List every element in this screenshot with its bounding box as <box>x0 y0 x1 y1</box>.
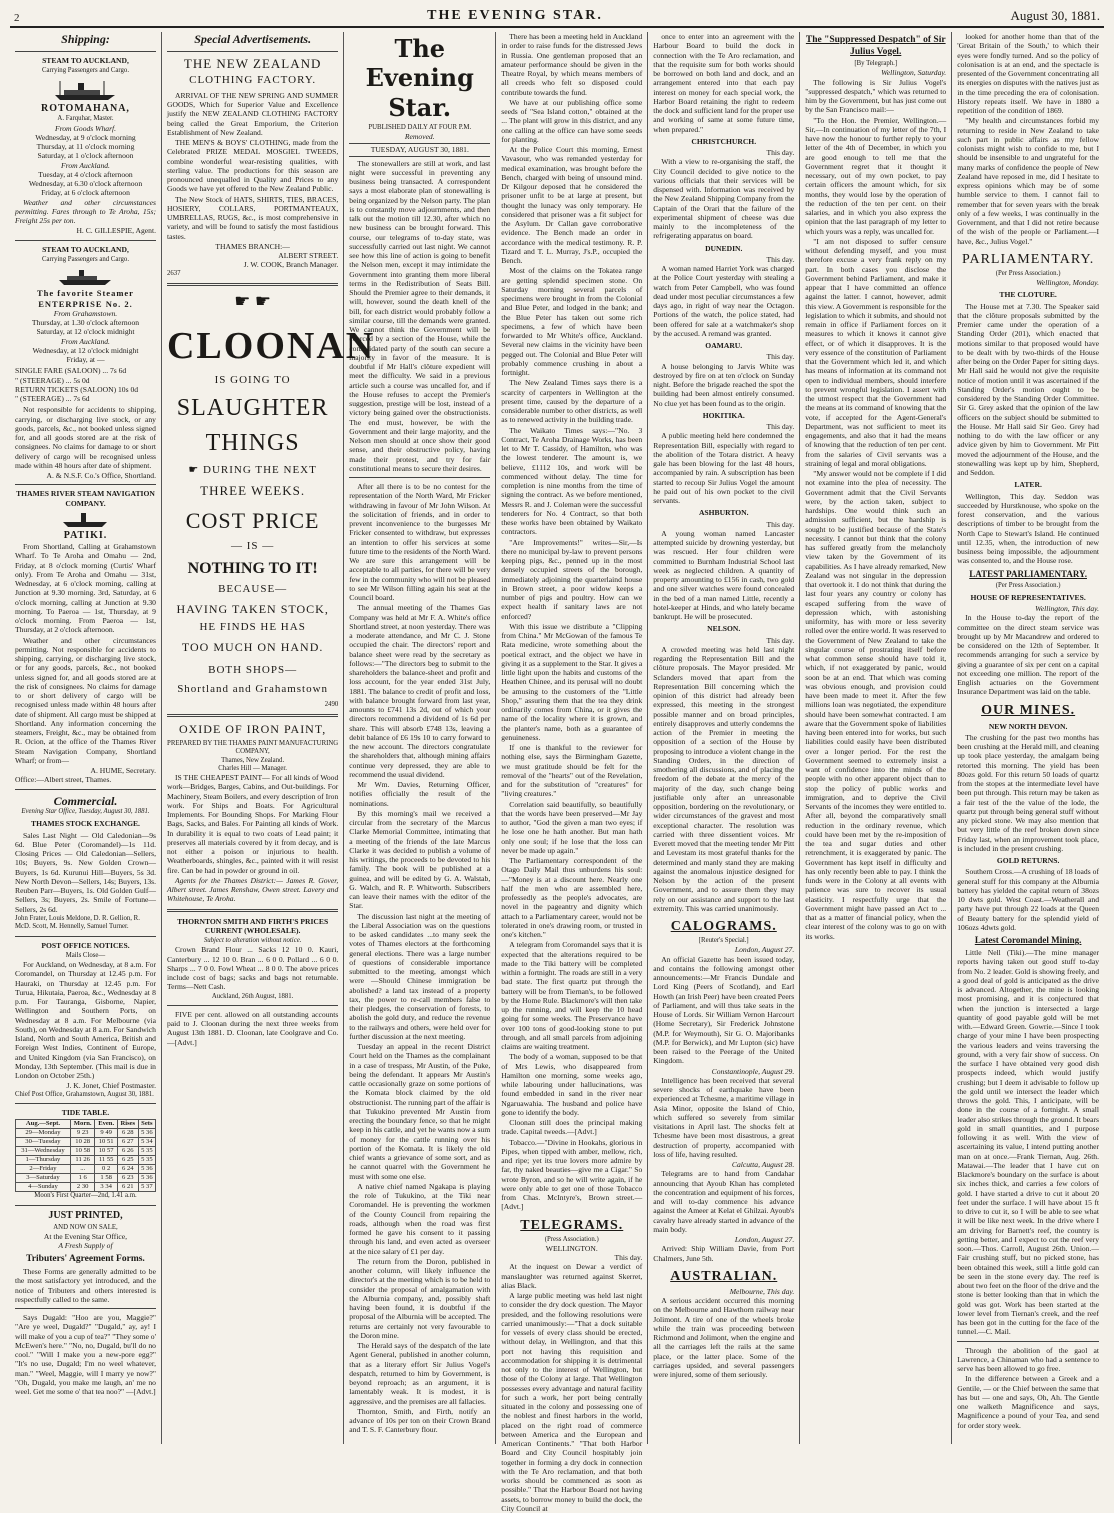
tide-column-header: Morn. <box>70 1120 95 1129</box>
pointing-hand-icon: ☛ <box>188 464 204 477</box>
cloture-heading: THE CLOTURE. <box>999 290 1057 300</box>
cloonan-during: ☛ DURING THE NEXT <box>188 464 317 477</box>
despatch-heading: The "Suppressed Despatch" of Sir Julius Vogel. <box>805 35 946 57</box>
advert-tea: In the difference between a Greek and a Gentile, — or the Chief between the same that has but — one and says, Oh, Ah. The Gentle one walketh Magnificence and says, Magnificence a pound of your Tea, and send for order story week. <box>957 1374 1100 1430</box>
news-liberal-association: The discussion last night at the meeting of the Liberal Association was on the questions to be asked candidates ...to many seek the votes of Thames electors at the forthcoming general elections. There was a large number of questions of considerable importance submitted to the meeting, amongst which were —Should Chinese immigration be abolished? a land tax instead of a property tax, the power to re-call members false to their pledges, the conservation of forests, to abolish the gold duty, and reduce the revenue to the railways and others, were held over for further discussion at the next meeting. <box>349 911 491 1041</box>
news-trespass: Tuesday an appeal in the recent District Court held on the Thames as the complainant in a case of trespass, Mr Austin, of the Puke, being the defendant. It appears Mr Austin's cattle occasionally graze on some portions of the Komata block claimed by the old obstructionist. The running part of the affair is that Tukukino prevented Mr Austin from erecting the boundary fence, so that he might keep in his cattle, and yet he wants now a sum of money for the cattle running over his portion of the Komata. It is likely the old chief wants a grievance of some sort, and as he cannot quarrel with the Government he must with some one else. <box>349 1042 491 1181</box>
post-office-date: Chief Post Office, Grahamstown, August 30, 1881. <box>15 1090 154 1098</box>
cloonan-going: IS GOING TO <box>214 374 291 387</box>
divider <box>167 1005 338 1006</box>
news-pigs: "Are Improvements!" writes—Sir,—Is there no municipal by-law to prevent persons keeping pigs, &c., penned up in the most densely occupied streets of the borough, immediately adjoining the quarterlaind house in Brown street, a poor widow keeps a number of pigs and poultry. How can we expect health if sanitary laws are not enforced? <box>501 537 643 621</box>
telegram-day: This day. <box>766 254 795 264</box>
divider <box>15 1308 156 1309</box>
news-quote: Correlation said beautifully, so beautifully that the words have been preserved—Mr Jay to author, "God the given a man two eyes; if he lose one he hath another. But man hath only one soul; if he lose that the loss can never be made up again." <box>501 799 643 855</box>
news-herald-despatch: The Herald says of the despatch of the late Agent General, published in another column, that as a literary effort Sir Julius Vogel's despatch, returned to him by Government, is beyond reproach; as an argument, it is lamentably weak. It is modest, it is aggressive, and the premises are all fallacies. <box>349 1341 491 1406</box>
parliamentary-heading: PARLIAMENTARY. <box>961 251 1095 267</box>
shipping-heading: Shipping: <box>61 32 110 46</box>
news-parliamentary-correspondent: The Parliamentary correspondent of the Otago Daily Mail thus unburdens his soul:—"Money is at a discount here. Nearly one half the men who are assembled here, professedly as the people's advocates, are novel in the pageantry and dignity which attach to a Parliamentary career, would not be tolerated in one's drawing room, or trusted in one's kitchen." <box>501 856 643 939</box>
tide-cell: 6 27 <box>117 1138 138 1147</box>
divider <box>15 936 156 937</box>
ship-master: A. Farquhar, Master. <box>57 115 114 123</box>
tide-column-header: Rises <box>117 1120 138 1129</box>
cloonan-because: BECAUSE— <box>218 583 288 596</box>
cloonan-weeks: THREE WEEKS. <box>200 482 306 498</box>
newspaper-title: The Evening Star. <box>365 34 474 122</box>
ship-times-2: Wednesday, at 12 o'clock midnight Friday, at — <box>32 345 139 365</box>
place-heading: HOKITIKA. <box>702 410 745 420</box>
ship-ad-sub: Carrying Passengers and Cargo. <box>41 66 130 74</box>
tide-cell: 11 26 <box>70 1156 95 1165</box>
news-revision: If one is thankful to the reviewer for nothing else, says the Birmingham Gazette, we must gratitude should be felt for the removal of the "hearts" out of the Revelation, and for the substitution of "creatures" for "living creatures." <box>501 743 643 799</box>
tide-cell: 6 23 <box>117 1174 138 1183</box>
calograms-sub: [Reuter's Special.] <box>698 937 749 945</box>
tide-cell: 2—Friday <box>16 1165 71 1174</box>
telegram-hokitika: A public meeting held here condemned the Representation Bill, especially with regard to the abolition of the Totara district. A heavy gale has been blowing for the last 48 hours, accompanied by rain. A subscription has been started to recoup Sir Julius Vogel the amount he paid out of his own pocket to the civil servants. <box>653 431 795 505</box>
telegram-christchurch: With a view to re-organising the staff, the City Council decided to give notice to the various officials that their services will be dispensed with. Information was received by the New Zealand Shipping Company from the Captain of the Orari that the failure of the experimental shipment of cheese was due mainly to the incompleteness of the refrigerating apparatus on board. <box>653 157 795 241</box>
despatch-letter-3: "My answer would not be complete if I did not examine into the plea of necessity. The Government admit that the Civil Servants were, by the action taken, subject to hardships. One would think such an admission sufficient, but the hardship is sought to be justified because of the State's necessity. I cannot but think that the colony has suffered greatly from the melancholy view taken by the Government of its capabilities. As I have already remarked, New Zealand was not singular in the depression that overtook it. I do not think that during the last four years any country or colony has escaped suffering from the wave of depression which, with astonishing uniformity, has with more or less severity rolled over the entire world. It was reserved to the Government of New Zealand to take the singular course of prostrating itself before what common sense should have told it, which, if not exaggerated by panic, would soon be at an end. That which was coming was obvious enough, and provision could have been made to meet it. After the few millions loan was negotiated, the expenditure should have been somewhat contracted. I am aware that the Government spoke of liabilities having been entered into for works, but such liabilities could easily have been distributed over a longer period. For the rest the Government seemed to extremely insist a want of confidence into the minds of the people with no other apparent object than to stop the policy of public works and immigration, and to deprive the Civil Servants of the incomes they were entitled to. After all, beyond the comparatively small reduction in the ordinary revenue, which could have been met by the re-imposition of the tea and sugar duties and other retrenchment, it is exaggerated by panic. The Government has kept itself in difficulty and has only recently been able to pay. I think the funds were in the Colony at all events with patience was sure to recover its usual elasticity. I respectfully urge that the Government might have passed an Act to ... that as a matter of financial policy, when the clear interest of the colony was to go on with its works. <box>805 469 947 941</box>
news-coromandel-battery: A telegram from Coromandel says that it is expected that the alterations required to be made to the Tiki battery will be completed within a fortnight. The roads are still in a very bad state. The first quartz put through the battery will be from Tiernan's, to be followed by the Home Rule. Blackmore's will then take up the running, and will keep the 10 head going for some weeks. The Preservance have over 100 tons of good-looking stone to put through, and all small parcels from adjoining claims are waiting treatment. <box>501 940 643 1051</box>
tide-cell: 6 25 <box>117 1156 138 1165</box>
news-police-court: At the Police Court this morning, Ernest Vavasour, who was remanded yesterday for medical examination, was brought before the Bench, charged with being of unsound mind. Dr Kilgour deposed that he considered the prisoner unfit to be at large at present, but thought the lunacy was only temporary. He considered that prisoner was a fit subject for the Asylum. Dr Callan gave corroborative evidence. The Bench made an order in accordance with the medical testimony. R. P. Tizard and T. L. Murray, J's.P., occupied the Bench. <box>501 145 643 265</box>
parliamentary-place: Wellington, Monday. <box>1036 278 1100 288</box>
divider <box>15 51 156 52</box>
gold-returns-report: Southern Cross.—A crushing of 18 loads of general stuff for this company at the Alburnia battery has yielded the capital return of 38ozs 10 dwts gold. West Coast.—Weatherall and party have put through 22 loads at the Queen of Beauty battery for the splendid yield of 106ozs 4dwts gold. <box>957 867 1100 932</box>
despatch-intro: The following is Sir Julius Vogel's "suppressed despatch," which was returned to him by the Government, but has just come out by the San Francisco mail:— <box>805 77 947 115</box>
masthead-date: August 30, 1881. <box>1010 8 1100 23</box>
news-cotton-seeds: We have at our publishing office some seeds of "Sea Island cotton," obtained at the ... The plant will grow in this district, and any one calling at the office can have some seeds for planting. <box>501 97 643 144</box>
place-heading: DUNEDIN. <box>705 243 743 253</box>
calogram-place: Calcutta, August 28. <box>731 1160 795 1170</box>
calogram-ship-arrival: Arrived: Ship William Davie, from Port Chalmers, June 5th. <box>653 1244 795 1263</box>
column-editorial <box>344 32 496 1444</box>
divider <box>15 1103 156 1104</box>
tide-column-header: Aug.—Sept. <box>16 1120 71 1129</box>
telegrams-heading: TELEGRAMS. <box>520 1217 624 1233</box>
cloonan-nothing: NOTHING TO IT! <box>187 559 318 577</box>
nz-clothing-body-3: The New Stock of HATS, SHIRTS, TIES, BRACES, HOSIERY, COLLARS, PORTMANTEAUX, UMBRELLAS, RUGS, &c., is most comprehensive in variety, and will be found to satisfy the most fastidious tastes. <box>166 194 339 241</box>
telegram-dry-dock-cont: once to enter into an agreement with the Harbour Board to build the dock in connection with the Te Aro reclamation, and that the requisite sum for both works should be borrowed on both land and dock, and an arrangement entered into that each pay interest on money for each special work, the Harbor Board retaining the right to redeem the dock and sufficient land for the proper use and working of same at some future time, when prepared." <box>653 32 795 134</box>
ship-times: Thursday, at 1.30 o'clock afternoon Saturday, at 12 o'clock midnight <box>31 318 140 337</box>
cloonan-having: HAVING TAKEN STOCK, <box>176 601 329 616</box>
place-heading: CHRISTCHURCH. <box>691 136 757 146</box>
telegram-day: This day. <box>766 422 795 431</box>
tide-cell: 3 34 <box>95 1183 117 1192</box>
tide-column-header: Sets <box>138 1120 155 1129</box>
telegram-inquest: At the inquest on Dewar a verdict of manslaughter was returned against Skerret, alias Black. <box>501 1262 643 1290</box>
stock-exchange-heading: THAMES STOCK EXCHANGE. <box>31 819 140 829</box>
column-advertisements <box>162 32 376 1444</box>
cloonan-things: THINGS <box>205 429 300 456</box>
five-percent-notice: FIVE per cent. allowed on all outstanding accounts paid to J. Cloonan during the next three weeks from August 13th 1881. D. Cloonan, late Coolgrave and Co. —[Advt.] <box>166 1009 339 1047</box>
just-printed-heading: JUST PRINTED, <box>48 1209 123 1221</box>
ship-ad-heading: STEAM TO AUCKLAND, <box>42 244 129 254</box>
tide-row <box>16 1156 156 1165</box>
ship-agent: H. C. GILLESPIE, Agent. <box>76 226 156 236</box>
telegram-day: This day. <box>614 1253 643 1263</box>
just-printed-sub: AND NOW ON SALE, <box>53 1223 118 1231</box>
ship-times-2: Tuesday, at 4 o'clock afternoon Wednesday, at 6.30 o'clock afternoon Friday, at 6 o'clock afternoon <box>28 169 143 198</box>
masthead-title: THE EVENING STAR. <box>427 8 603 23</box>
tide-table <box>15 1119 156 1192</box>
telegram-day: This day. <box>766 519 795 529</box>
steamship-icon <box>55 266 115 286</box>
postmaster: J. K. Jonet, Chief Postmaster. <box>66 1081 156 1091</box>
nz-clothing-subtitle: CLOTHING FACTORY. <box>189 74 317 87</box>
news-china-clipping: With this issue we distribute a "Clipping from China." Mr McGowan of the famous Te Rata medicine, wrote something about the poetical extract, and the object we have in giving it as a supplement to the Star. It gives a little light upon the habits and customs of the Heathen Chinee, and its perusal will no doubt be amusing to the customers of the "Little Shop," assuring them that the tea they drink ordinarily comes from China, or it gives the name of the locality where it is grown, and the planter's name, both as a guarantee of genuineness. <box>501 621 643 742</box>
ship-office: Office:—Albert street, Thames. <box>15 775 112 785</box>
ship-ad-heading: THAMES RIVER STEAM NAVIGATION COMPANY. <box>16 489 155 508</box>
ship-times: Wednesday, at 9 o'clock morning Thursday, at 11 o'clock morning Saturday, at 1 o'clock afternoon <box>35 132 136 161</box>
house-heading: HOUSE OF REPRESENTATIVES. <box>970 592 1086 602</box>
masthead <box>10 6 1104 28</box>
dugald-advert: Says Dugald: "Hoo are you, Maggie?" "Are ye weel, Dugald?" "Dugald," ay, ay! I will make of you a cup of tea?" "They some o' McEwen's here." "No, no, Dugald, bu'll do no cool." "Will I make you a new-pore egg?" "It's no use, Dugald; I'm no weel whatever, man." "Weel, Maggie, will I marry ye now?" "Oh, Dugald, you make me laugh, an' me no weel. Get me some o' that tea noo?" —[Advt.] <box>15 1313 156 1397</box>
ship-note: Weather and other circumstances permitting. Fares through to Te Aroha, 15s; Freight 25s per ton. <box>15 197 156 226</box>
ship-ad-heading: STEAM TO AUCKLAND, <box>42 55 129 65</box>
tide-cell: ... <box>70 1165 95 1174</box>
thames-branch: THAMES BRANCH:— <box>215 241 290 251</box>
tide-cell: 4—Sunday <box>16 1183 71 1192</box>
commercial-heading: Commercial. <box>53 793 118 808</box>
news-jews-russia: There has been a meeting held in Auckland in order to raise funds for the distressed Jews in Russia. One gentleman proposed that an amateur performance should be given in the Theatre Royal, by which means members of all creeds who felt so disposed could contribute towards the fund. <box>501 32 643 97</box>
calogram-place: London, August 27. <box>734 1235 795 1245</box>
telegram-place: WELLINGTON. <box>545 1243 598 1253</box>
news-drainage: The Waikato Times says:—"No. 3 Contract, Te Aroha Drainage Works, has been let to Mr T. Cassidy, of Hamilton, who was the lowest tenderer. The amount is, we believe, £1112 10s, and work will be commenced without delay. The time for completion is nine months from the time of signing the contract. As we before mentioned, Messrs R. and J. Coleman were the successful tenderers for No. 4 Contract, so that both these works have been obtained by Waikato contractors. <box>501 425 643 537</box>
ship-name: The favorite Steamer ENTERPRISE No. 2. <box>37 288 134 309</box>
column-telegrams <box>648 32 800 1444</box>
telegram-day: This day. <box>766 635 795 645</box>
page-number: 2 <box>14 12 20 24</box>
tide-cell: 5 36 <box>138 1129 155 1138</box>
tide-cell: 1 6 <box>70 1174 95 1183</box>
oxide-paint-agents: Agents for the Thames District:— James R. Gover, Albert street. James Renshaw, Owen street. Lavery and Whitehouse, Te Aroha. <box>166 875 339 904</box>
ship-agent: A. & N.S.F. Co.'s Office, Shortland. <box>46 471 156 481</box>
north-devon-heading: NEW NORTH DEVON. <box>988 721 1068 731</box>
divider <box>15 484 156 485</box>
tide-cell: 5 35 <box>138 1147 155 1156</box>
news-tokatea: Most of the claims on the Tokatea range are getting splendid specimen stone. On Saturday morning several parcels of specimens were brought in from the Colonial and Blue Peter, and lodged in the bank; and the Blue Peter has taken out some rich specimens, a few of which have been forwarded to Mr White's office, Auckland. Several new claims in the vicinity have been pegged out. The Colonial and Blue Peter will probably commence crushing in about a fortnight. <box>501 266 643 377</box>
australian-railway-accident: A serious accident occurred this morning on the Melbourne and Hawthorn railway near Jolimont. A tire of one of the wheels broke while the train was proceeding between Richmond and Jolimont, when the engine and all the carriages left the rails at the same place, or the latter place. Some of the carriages upsided, and several passengers were injured, some of them seriously. <box>653 1296 795 1380</box>
published-daily: PUBLISHED DAILY AT FOUR P.M. <box>368 123 472 131</box>
news-doron: The return from the Doron, published in another column, will likely influence the director's at the meeting which is to be held to consider the proposal of amalgamation with the Alburnia company, and, possibly shaft having been found, it is doubtful if the proposal of the Alburnia will be accepted. The returns are certainly not very favourable to the Doron mine. <box>349 1256 491 1340</box>
tide-cell: 0 2 <box>95 1165 117 1174</box>
ad-number: 2490 <box>324 701 339 709</box>
divider <box>15 240 156 241</box>
tide-cell: 9 49 <box>95 1129 117 1138</box>
divider <box>349 477 490 478</box>
tide-column-header: Even. <box>95 1120 117 1129</box>
tide-cell: 6 21 <box>117 1183 138 1192</box>
place-heading: OAMARU. <box>705 341 743 350</box>
cloonan-finds: HE FINDS HE HAS <box>199 621 306 634</box>
calogram-peers: An official Gazette has been issued today, and contains the following amongst other announcements:—Mr Francis Dundale and Lord King (Peers of Scotland), and Earl Howth (an Irish Peer) have been created Peers of Parliament, and will thus take seats in the House of Lords. Sir William Vernon Harcourt (Home Secretary), Sir Frederick Johnstone (M.P. for Weymouth), Sir G. O. Majoribanks (M.P. for Berwick), and Mr Lupton (sic) have been raised to the Peerage of the United Kingdom. <box>653 954 795 1066</box>
branch-address: ALBERT STREET. <box>278 251 339 261</box>
post-office-heading: POST OFFICE NOTICES. <box>41 940 130 950</box>
news-body-found: The body of a woman, supposed to be that of Mrs Lewis, who disappeared from Hamilton one morning, some weeks ago, while labouring under hallucinations, was found embedded in sand in the river near Ngaruawahia. The husband and police have gone to identify the body. <box>501 1052 643 1117</box>
tide-row <box>16 1165 156 1174</box>
despatch-sub: [By Telegraph.] <box>854 60 898 68</box>
divider <box>167 714 338 717</box>
prices-current-body: Crown Brand Flour ... Sacks 12 10 0. Kauri, Canterbury ... 12 10 0. Bran ... 6 0 0. Pollard ... 6 0 0. Sharps ... 7 0 0. Fowl Wheat ... 8 0 0. The above prices include cost of bags; sacks and bags not returnable. Terms—Nett Cash. <box>166 945 339 992</box>
tide-cell: 6 24 <box>117 1165 138 1174</box>
cloonan-is: — IS — <box>230 540 275 553</box>
despatch-letter-1: "To the Hon. the Premier, Wellington.—Sir,—In continuation of my letter of the 7th, I have now the honour to further reply to your letter of the 4th of December, in which you are good enough to tell me that the Government regret that it thought it necessary, out of my own pocket, to pay certain officers the amount which, for six months, they would lose by the operation of the reduction of the ten per cent. on their salaries, and in which you also express the opinion that the last paragraph of my letter to which yours was a reply, was uncalled for. <box>805 115 947 236</box>
prices-current-date: Auckland, 26th August, 1881. <box>211 992 294 1000</box>
cloonan-title: CLOONAN <box>166 324 376 367</box>
steamship-icon <box>60 510 110 528</box>
pointing-hand-icon: ☛ ☛ <box>234 290 272 311</box>
stock-exchange-prices: Sales Last Night — Old Caledonian—9s 6d. Blue Peter (Coromandel)—1s 11d. Closing Prices — Old Caledonian—Sellers, 10s; Buyers, 9s. New Golden Crown—Buyers, 1s 6d. Kurunui Hill—Buyers, 5s 3d. New North Devon—Sellers, 14s; Buyers, 13s. Reuben Parr—Buyers, 1s. Old Golden Gulf—Sellers, 3s; Buyers, 2s. Smile of Fortune—Sellers, 2s 6d. <box>15 830 156 914</box>
divider <box>15 1205 156 1206</box>
tide-cell: 30—Tuesday <box>16 1138 71 1147</box>
north-devon-report: The crushing for the past two months has been crushing at the Herald mill, and cleaning up took place yesterday, the amalgam being retorted this morning. The yield has been 80ozs gold. For this return 50 loads of quartz from the stopes at the intermediate level have been put through. This return may be taken as a fair test of the the value of the lode, the quartz put through being general stuff without any picked stone. We may also mention that but very little of the reef broken down since Friday last, when an improvement took place, is included in the present crushing. <box>957 732 1100 853</box>
calogram-candahar: Telegrams are to hand from Candahar announcing that Ayoub Khan has completed the concentration and equipment of his forces, and will to-day commence his advance against the Ameer at Kelat el Ghilzai. Ayoub's cavalry have already started in advance of the main body. <box>653 1169 795 1234</box>
tide-cell: 5 36 <box>138 1174 155 1183</box>
tide-row <box>16 1138 156 1147</box>
news-lawrence-gaol: Through the abolition of the gaol at Lawrence, a Chinaman who had a sentence to serve has been allowed to go free. <box>957 1345 1100 1374</box>
news-north-ward: After all there is to be no contest for the representation of the North Ward, Mr Fricker withdrawing in favour of Mr John Wilson. At the solicitation of friends, and in order to prevent inconvenience to the burgesses Mr Fricker consented to withdraw, but expresses an intention to offer his services at some future time to the residents of the North Ward. We are sure this arrangement will be acceptable to all parties, for there will be very few in the community who will not be pleased to see Mr Wilson filling again his seat at the Council board. <box>349 482 491 603</box>
despatch-letter-4: looked for another home than that of the 'Great Britain of the South,' to which their eyes were fondly turned. And so the policy of colonisation is at an end, and the spectacle is presented of the Government concentrating all its energies on disputes with the natives just as in the time preceding the era of colonisation. History repeats itself. We have in 1880 a repetition of the condition of 1869. <box>957 32 1100 115</box>
despatch-letter-2: "I am not disposed to suffer censure without defending myself, and you must therefore excuse a very frank reply on my part. In both cases you disclose the Government behind Parliament, and make it appear that I have committed an offence against the latter. I cannot, however, admit this view. A Government is responsible for the legislation to which it submits, and should not remain in office if Parliament forces on it measures to which it knows it cannot give effect, or of which it disapproves. It is the very essence of the constitution of Parliament that the Government which led it, and which has means of information at its command not open to individual members, should interfere to prevent wrongful legislation. I assert with the utmost respect that the Government had the means at its command of knowing that the vote, if accepted for the Agent-General's Department, was not sufficient to meet its engagements, and also that it had the means of knowing that the reduction of ten per cent. from the salaries of Civil servants was a straining of legal and moral obligations. <box>805 236 947 468</box>
calogram-earthquake: Intelligence has been received that several severe shocks of earthquake have been experienced at Tchesme, a maritime village in Asia Minor, opposite the Island of Chio, which suffered so severely from similar visitations in April last. The shocks felt at Tchesme have been most disastrous, a great destruction of property, accompanied with loss of life, having resulted. <box>653 1075 795 1159</box>
tide-cell: 2 30 <box>70 1183 95 1192</box>
nz-clothing-title: THE NEW ZEALAND <box>183 55 322 71</box>
cloonan-cost-price: COST PRICE <box>185 508 320 534</box>
telegrams-sub: (Press Association.) <box>544 1235 599 1243</box>
tide-row <box>16 1174 156 1183</box>
tide-cell: 10 51 <box>95 1138 117 1147</box>
cloonan-slaughter: SLAUGHTER <box>176 394 329 421</box>
divider <box>167 283 338 286</box>
post-office-sub: Mails Close— <box>65 951 106 959</box>
news-ngakapa: A native chief named Ngakapa is playing the role of Tukukino, at the Tiki near Coromandel. He is preventing the workmen of the County Council from repairing the roads, although when the road was first formed he gave his consent to it passing through his land, and even acted as overseer at the nice salary of £1 per day. <box>349 1181 491 1256</box>
ship-name: PATIKI. <box>63 529 108 541</box>
later-heading: LATER. <box>1014 480 1042 490</box>
tide-cell: 5 36 <box>138 1165 155 1174</box>
telegram-day: This day. <box>766 148 795 157</box>
australian-heading: AUSTRALIAN. <box>670 1268 778 1284</box>
ship-fares: SINGLE FARE (SALOON) ... 7s 6d " (STEERAGE) ... 5s 0d RETURN TICKETS (SALOON) 10s 0d " (STEERAGE) ... 7s 6d <box>15 366 139 404</box>
tide-cell: 3—Saturday <box>16 1174 71 1183</box>
column-vogel-despatch <box>800 32 952 1444</box>
place-heading: ASHBURTON. <box>698 508 749 518</box>
telegram-oamaru: A house belonging to Jarvis White was destroyed by fire on at ten o'clock on Sunday night. Before the brigade reached the spot the building had been almost entirely consumed. No clue yet has been found as to the origin. <box>653 361 795 408</box>
column-parliament-mines <box>952 32 1104 1444</box>
tide-cell: 5 37 <box>138 1183 155 1192</box>
calogram-place: London, August 27. <box>734 945 795 955</box>
ship-ad-sub: Carrying Passengers and Cargo. <box>41 255 130 263</box>
editorial-stonewallers: The stonewallers are still at work, and last night were successful in preventing any business being transacted. A correspondent says a most elaborate plan of stonewalling is being organized by the Nelson party. The plan is to constantly move adjournments, and then talk out the motion till 12.30, after which no new business can be brought forward. This course, our telegrams of to-day state, was successfully carried out last night. We cannot see how this line of action is going to benefit the Nelson men, except it may intimidate the Government into granting them more liberal terms in the Redistribution of Seats Bill. Should the Premier agree to their demands, it will, however, sound the death knell of the bill, for each district would probably follow a similar course, till the demands were granted. We cannot think the Government will be coerced by a section of the House, while the consolidated party of the south can secure a majority in favor of the measure. It is doubtful if Mr Hall's clôture expedient will meet the difficulty. We said in a previous article such a course was uncalled for, and if the House refuses to accept the Premier's suggestion, prestige will be lost, instead of a victory being gained over the obstructionists. The end must, however, be with the Government and their large majority, and the Nelson men should at once show their good sense, and their obstructive policy, having made their protest, and try for fair constitutional means to secure their desires. <box>349 158 491 473</box>
divider <box>957 1341 1099 1342</box>
latest-parliamentary-heading: LATEST PARLIAMENTARY. <box>969 568 1087 579</box>
tide-cell: 31—Wednesday <box>16 1147 71 1156</box>
tide-row <box>16 1129 156 1138</box>
news-returning-officer: Mr Wm. Davies, Returning Officer, notifies officially the result of the nominations. <box>349 780 491 808</box>
nz-clothing-body: ARRIVAL OF THE NEW SPRING AND SUMMER GOODS, Which for Superior Value and Excellence justify the NEW ZEALAND CLOTHING FACTORY being called the Great Emporium, the Criterion Establishment of New Zealand. <box>166 90 339 137</box>
branch-manager: J. W. COOK, Branch Manager. <box>243 260 339 270</box>
moon-phase: Moon's First Quarter—2nd, 1.41 a.m. <box>34 1192 137 1200</box>
house-report: In the House to-day the report of the committee on the direct steam service was brought up by Mr Macandrew and ordered to be considered on the 12th of September. It recommends arranging for such a service by giving a guarantee of six per cent on a capital not exceeding one million. The report of the English actuaries on the Government Insurance Department was laid on the table. <box>957 613 1100 697</box>
cloonan-much: TOO MUCH ON HAND. <box>181 639 324 654</box>
special-ads-heading: Special Advertisements. <box>194 32 312 46</box>
newspaper-columns <box>10 32 1104 1513</box>
cloonan-shops: Shortland and Grahamstown <box>177 682 329 695</box>
oxide-paint-manager: Charles Hill — Manager. <box>218 764 287 772</box>
divider <box>167 51 338 52</box>
gold-returns-heading: GOLD RETURNS. <box>996 856 1060 866</box>
tide-cell: 6 26 <box>117 1147 138 1156</box>
tide-cell: 29—Monday <box>16 1129 71 1138</box>
despatch-letter-5: "My health and circumstances forbid my returning to reside in New Zealand to take such part in public affairs as my fellow colonists might wish to confide to me, but I should be insensible to and ungrateful for the many marks of confidence the people of New Zealand have reposed in me, did I hesitate to express opinions which may be of some humble service to them. I cannot fail to remember that for seven years with the break only of a few weeks, I was continually in the Government, and that I did not retire because of the wish of the people or Parliament.—I have, &c., Julius Vogel." <box>957 116 1100 246</box>
ship-from: From Goods Wharf. <box>54 123 117 133</box>
divider <box>15 789 156 790</box>
prices-current-title: THORNTON SMITH AND FIRTH'S PRICES CURRENT (WHOLESALE). <box>177 916 329 935</box>
news-marcus-clarke: By this morning's mail we received a circular from the secretary of the Marcus Clarke Memorial Committee, intimating that a meeting of the friends of the late Marcus Clarke it was decided to publish a volume of his writings, the proceeds to be devoted to his family. The book will be published at a guinea, and will be edited by G. A. Walstab, G. Walch, and R. P. Whitworth. Subscribers can leave their names with the editor of the Star. <box>349 808 491 911</box>
ship-from-2: From Auckland. <box>61 160 110 170</box>
oxide-paint-place: Thames, New Zealand. <box>221 756 285 764</box>
tributers-forms-body: These Forms are generally admitted to be the most satisfactory yet introduced, and the notice of Tributers and others interested is respectfully called to the same. <box>15 1267 156 1304</box>
ship-from: From Grahamstown. <box>53 308 118 318</box>
just-printed-at: At the Evening Star Office, <box>43 1232 128 1242</box>
ad-number: 2637 <box>166 269 181 277</box>
cloture-report: The House met at 7.30. The Speaker said that the clôture proposals submitted by the Premier came under the operation of a Standing Order (201), which enacted that motions similar to that proposed would have to be dealt with by two-thirds of the House after being on the Order Paper for sitting days. Mr Hall said he would not give the requisite notice of motion until it was ascertained if the Standing Order's motion ought to be considered by the Standing Order Committee. Sir G. Grey asked that the opinion of the law officers on the subject should be submitted to the House. Mr Hall said Sir Geo. Grey had nothing to do with the law officer or any advice given by him to Government. Mr Pitt moved the adjournment of the House, and the stonewalling was kept up by him, Shepherd, and Seddon. <box>957 301 1100 478</box>
tide-cell: 5 35 <box>138 1156 155 1165</box>
tide-row <box>16 1183 156 1192</box>
house-place: Wellington, This day. <box>1035 604 1100 614</box>
tide-cell: 11 55 <box>95 1156 117 1165</box>
divider <box>167 909 338 912</box>
oxide-paint-sub: PREPARED BY THE THAMES PAINT MANUFACTURING COMPANY, <box>167 739 339 756</box>
stock-brokers: John Frater, Louis Meldone, D. R. Gellion, R. McD. Scott, M. Hennelly, Samuel Turner. <box>15 914 140 931</box>
post-office-mails: For Auckland, on Wednesday, at 8 a.m. For Coromandel, on Thursday at 12.45 p.m. For Hauraki, on Thursday at 12.45 p.m. For Turua, Hikutaia, Paeroa, &c., Wednesday at 8 p.m. For Tauranga, Gisborne, Napier, Wellington and Southern Ports, on Wednesday at 8 a.m. For Melbourne (via South), on Wednesday at 8 a.m. For Sandwich Island, North and South America, British and Foreign West Indies, Continent of Europe, and United Kingdom (via San Francisco), on Monday, 13th September. (This mail is due in London on October 25th.) <box>15 960 156 1081</box>
coromandel-mining-heading: Latest Coromandel Mining. <box>974 935 1082 946</box>
ship-note: Weather and other circumstances permitting. Not responsible for accidents to shipping, carrying, or discharging live stock, or for any goods, parcels, &c., not booked unless signed for, and all goods stored are at the risk of consignees. No claims for damage to or short delivery of cargo will be recognised unless made within 48 hours after date of shipment. All cargo must be shipped at Shortland. Any information concerning the steamers, Freight, &c., may be obtained from R. Ocion, at the office of the Thames River Steam Navigation Company, Shortland Wharf; or from— <box>15 635 156 765</box>
telegram-day: This day. <box>766 352 795 362</box>
tributers-forms-title: Tributers' Agreement Forms. <box>26 1253 145 1264</box>
oxide-paint-body: IS THE CHEAPEST PAINT— For all kinds of Wood work—Bridges, Barges, Cabins, and Out-buildings. For Machinery, Steam Boilers, and every description of Iron work. For Ships and Boats. For Agricultural Implements. For Bounding Shops. For Marking Flour Bags, Sacks, and Bales. For Painting all kinds of Work. In durability it is equal to two coats of Lead paint; it preserves all materials covered by it from decay, and is not either a poison or injurious to health. Weatherboards, shingles, &c., painted with it will resist fire. Can be had in powder or ground in oil. <box>166 773 339 875</box>
telegram-nelson: A crowded meeting was held last night regarding the Representation Bill and the clôture proposals. The Mayor presided. Mr Sclanders moved that apart from the Representation Bill concerning which the opinion of this district had already been expressed, this meeting in the strongest possible manner and on broad principles, entirely disapproves and utterly condemns the action of the Premier in meeting the opposition of a section of the House by proposing to introduce a violent change in the Standing Orders, in the direction of smothering all discussions, and of placing the freedom of the debate at the mercy of the majority of the day, such change being justifiable only after an unreasonable opposition, bordering on the revolutionary, or wider circumstances of the gravest and most exceptional character. The resolution was carried with three dissentient voices. Mr Everett moved that the meeting tender Mr Pitt and Levestam its most grateful thanks for the determined and manly stand they are making against the anomalous injustice designed for Nelson by the action of the present Government, and to assure them they may rely on our assistance and support to the last extremity. This was carried unanimously. <box>653 644 795 913</box>
our-mines-heading: OUR MINES. <box>981 702 1076 718</box>
latest-parliamentary-sub: (Per Press Association.) <box>995 581 1061 589</box>
news-carpenters: The New Zealand Times says there is a scarcity of carpenters in Wellington at the present time, caused by the departure of a considerable number to other districts, as well as to renewed activity in the building trade. <box>501 378 643 425</box>
australian-place: Melbourne, This day. <box>729 1286 795 1296</box>
oxide-paint-title: OXIDE OF IRON PAINT, <box>178 722 327 737</box>
place-heading: NELSON. <box>707 624 741 634</box>
issue-date: TUESDAY, AUGUST 30, 1881. <box>349 143 490 156</box>
advert-cloonan-tweeds: Cloonan still does the principal making trade. Capital tweeds.—[Advt.] <box>501 1118 643 1137</box>
column-news <box>496 32 648 1513</box>
steamship-icon <box>50 77 120 101</box>
telegram-ashburton: A young woman named Lancaster attempted suicide by drowning yesterday, but was rescued. Her four children were committed to Burnham Industrial School last week as neglected children. A quantity of property amounting to £156 in cash, two gold and one silver watches were found concealed in the bed of a man named Little, recently a hotel-keeper at Hinds, and who lately became bankrupt. He will be prosecuted. <box>653 528 795 621</box>
news-gas-company: The annual meeting of the Thames Gas Company was held at Mr F. A. White's office Shortland street, at noon yesterday. There was a moderate attendance, and Mr C. J. Stone occupied the chair. The directors' report and balance sheet were read by the secretary as follows:—"The directors beg to submit to the shareholders the balance-sheet and profit and loss account, for the year ended 31st July, 1881. The balance to credit of profit and loss, with balance brought forward from last year, amounts to £741 13s 2d, out of which your directors recommend a dividend of 1s 6d per share. This will absorb £748 13s, leaving a debit balance of £6 19s 10 to carry forward to the new account. The directors congratulate the shareholders that, although mining affairs continue very depressed, they are able to recommend the usual dividend. <box>349 603 491 779</box>
coromandel-mining-report: Little Nell (Tiki).—The mine manager reports having taken out good stuff to-day from No. 2 leader. Gold is showing freely, and a good deal of gold is anticipated as the drive is advanced. Altogether, the mine is looking most promising, and it is conjectured that when the junction is intersected a large quantity of good payable gold will be met with.—Edward Green. Gowrie.—Since I took charge of your mine I have been prospecting the various leaders and veins traversing the ground, with a very fair show of success. On the surface I have obtained very good dish prospects indeed, which would justify crushing; but I deem it advisable to follow up the gold until we intersect the leader which throws the gold. This, I anticipate, will be done in the course of a fortnight. A small leader also strikes through the ground. It bears gold in small quantities, and I purpose following it as well. With the view of ascertaining its value, I intend putting another man on at once.—Frank Tiernan, Aug. 26th. Matawai.—The leader that I have cut on Blackmore's boundary on the surface is about six inches thick, and carries a few colors of gold. I have started a drive to cut it about 20 feet under the surface. I will have about 15 ft to drive to cut it, so I will be able to see what it will be like next week. In the drive where I am driving for Barnett's reef, the country is getting better, and I expect to cut the reef very soon.—Thos. Carroll, August 26th. Union.—Fair crushing stuff, but no picked stone, has been obtained this week, still a little gold can be seen in the stone every day. The reef is about two feet on the floor of the drive and the stone is better looking than that in which the gold was got. Work has been started at the lower level from Tiernan's creek, and the reef has been got in the cutting for the face of the tunnel.—C. Mail. <box>957 948 1100 1337</box>
ship-name: ROTOMAHANA, <box>41 103 130 115</box>
column-shipping <box>10 32 162 1444</box>
telegram-dunedin: A woman named Harriet York was charged at the Police Court yesterday with stealing a watch from Peter Campbell, who was found dead under most peculiar circumstances a few days ago, in right of way near the Octagon. Portions of the watch, the police stated, had been offered for sale at a watchmaker's shop by the accused. A remand was granted. <box>653 264 795 338</box>
prices-current-sub: Subject to alteration without notice. <box>203 937 302 945</box>
tide-cell: 10 28 <box>70 1138 95 1147</box>
tide-cell: 5 34 <box>138 1138 155 1147</box>
calograms-heading: CALOGRAMS. <box>670 919 777 934</box>
ship-agent: A. HUME, Secretary. <box>90 766 156 776</box>
tide-cell: 10 58 <box>70 1147 95 1156</box>
later-report: Wellington, This day. Seddon was succeeded by Hurstknouse, who spoke on the forest conservation, and the various descriptions of timber to be brought from the North Cape to Stewart's Island. He continued until 12.35, when, the introduction of new business being impossible, the adjournment was consented to, and the House rose. <box>957 491 1100 566</box>
ship-from-2: From Auckland. <box>61 336 110 346</box>
despatch-place: Wellington, Saturday. <box>881 68 947 78</box>
tide-cell: 6 28 <box>117 1129 138 1138</box>
tide-cell: 9 23 <box>70 1129 95 1138</box>
ship-schedule: From Shortland, Calling at Grahamstown Wharf. To Te Aroha and Omahu — 2nd, Friday, at 8 o'clock morning (Curtis' Wharf only). From Te Aroha and Omahu — 31st, Wednesday, at 6 o'clock morning, calling at Junction at 9.30 morning. 3rd, Saturday, at 6 o'clock morning, calling at Junction at 9.30 morning. To Paeroa — 1st, Thursday, at 9 o'clock morning. From Paeroa — 1st, Thursday, at 2 o'clock afternoon. <box>15 542 156 635</box>
tide-row <box>16 1147 156 1156</box>
tide-cell: 1—Thursday <box>16 1156 71 1165</box>
tide-table-heading: TIDE TABLE. <box>61 1107 110 1117</box>
commercial-office: Evening Star Office, Tuesday, August 30, 1881. <box>21 808 150 816</box>
cloonan-both: BOTH SHOPS— <box>208 664 298 677</box>
nz-clothing-body-2: THE MEN'S & BOYS' CLOTHING, made from the Celebrated PRIZE MEDAL MOSGIEL TWEEDS, combine wonderful wear-resisting qualities, with sterling value. The productions for this season are pronounced unequalled in Quality and Prices to any Goods we have yet offered to the New Zealand Public. <box>166 138 339 194</box>
advert-tobacco: Tobacco.—"Divine in Hookahs, glorious in Pipes, when tipped with amber, mellow, rich, and ripe; yet its true lovers more admire by far, thy naked beauties—give me a Cigar." So wrote Byron, and so he will write again, if he were only able to get one of those Tobacco from Chas. McIntyre's, Brown street.—[Advt.] <box>501 1137 643 1212</box>
news-flour-advance: Thornton, Smith, and Firth, notify an advance of 10s per ton on their Crown Brand and T. S. F. Canterbury flour. <box>349 1406 491 1435</box>
calogram-place: Constantinople, August 29. <box>711 1066 795 1076</box>
parliamentary-sub: (Per Press Association.) <box>995 269 1061 277</box>
just-printed-supply: A Fresh Supply of <box>58 1241 113 1251</box>
removed-label: Removed. <box>404 132 435 142</box>
tide-cell: 10 57 <box>95 1147 117 1156</box>
telegram-dry-dock: A large public meeting was held last night to consider the dry dock question. The Mayor presided, and the following resolutions were carried unanimously:—"That a dock suitable for vessels of every class should be erected, without delay, in Wellington, and that this port not having this requisition and accommodation for shipping it is detrimental not only to the interest of Wellington, but those of the Colony at large. That Wellington possesses every advantage and natural facility for such a work, her port being centrally situated in the colony and possessing one of the noblest and finest harbors in the world, placed on the right road of commerce between America and the European and American Continents." "That both Harbor Board and City Council hospitably join together in forming a dry dock in connection with the Te Aro reclamation, and that both works should be commenced as soon as possible." That the Harbour Board not having assets, to borrow money to build the dock, the City Council at <box>501 1291 643 1513</box>
ship-note: Not responsible for accidents to shipping, carrying, or discharging live stock, or any goods, parcels, &c., not booked unless signed for, and all goods stored are at the risk of consignees. No claims for damage to or short delivery of cargo will be recognised unless made within 48 hours after date of shipment. <box>15 405 156 470</box>
tide-cell: 1 58 <box>95 1174 117 1183</box>
